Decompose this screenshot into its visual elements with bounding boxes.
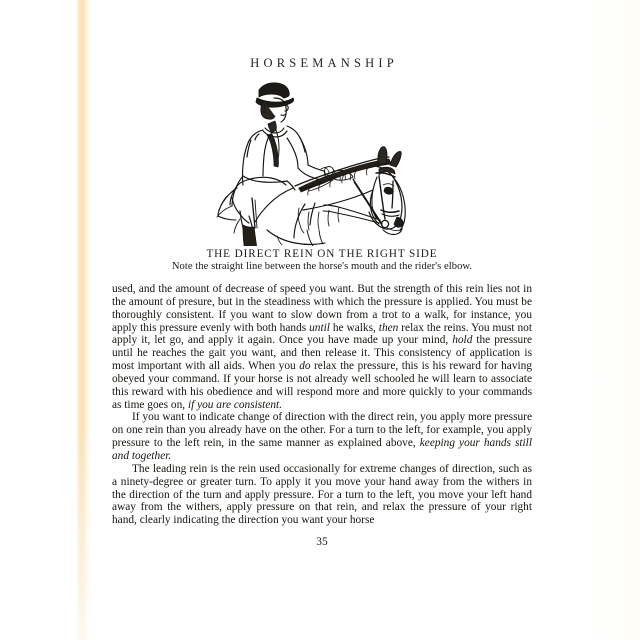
emphasis-text: if you are consistent.: [187, 398, 283, 411]
page-right-edge-tint: [588, 0, 640, 640]
emphasis-text: keeping your hands still and together.: [112, 437, 532, 462]
rider-on-horse-illustration: [207, 78, 437, 246]
page-gutter-fade: [76, 430, 90, 640]
running-head: HORSEMANSHIP: [250, 56, 398, 70]
figure-caption-subtitle: Note the straight line between the horse's mouth and the rider's elbow.: [171, 261, 473, 272]
emphasis-text: do: [299, 360, 311, 373]
body-text: [112, 283, 532, 527]
body-run: relax the pressure, this is his reward for having obeyed your command. If your horse is not already well schooled he will learn to associate this reward with his obedience and will respond more and more quickly to your commands as time goes on,: [112, 360, 532, 411]
body-run: relax the reins. You must not apply it, let go, and apply it again. Once you have made up your mind,: [112, 321, 533, 347]
body-run: used, and the amount of decrease of speed you want. But the strength of this rein lies not in the amount of presure, but in the steadiness with which the pressure is applied. You must be thoroughly consistent. If you want to slow down from a trot to a walk, for instance, you apply this pressure evenly with both hands: [112, 283, 532, 334]
body-paragraph: [112, 411, 532, 462]
body-paragraph: [112, 463, 532, 527]
emphasis-text: hold: [452, 334, 473, 347]
emphasis-text: until: [309, 321, 330, 334]
body-run: the pressure until he reaches the gait you want, and then release it. This consistency of application is most important with all aids. When you: [112, 334, 533, 373]
figure-caption: [112, 248, 532, 272]
figure-illustration: [112, 78, 532, 246]
page-content: [112, 0, 532, 640]
body-paragraph: [112, 283, 532, 411]
figure-caption-title: THE DIRECT REIN ON THE RIGHT SIDE: [206, 248, 438, 260]
emphasis-text: then: [378, 321, 399, 334]
body-run: If you want to indicate change of direction with the direct rein, you apply more pressure on one rein than you already have on the other. For a turn to the left, for example, you apply pressure to the left rein, in the same manner as explained above,: [112, 411, 532, 450]
body-run: The leading rein is the rein used occasionally for extreme changes of direction, such as a ninety-degree or greater turn. To apply it you move your hand away from the withers in the direction of the turn and apply pressure. For a turn to the left, you move your left hand away from the withers, apply pressure on that rein, and relax the pressure of your right hand, clearly indicating the direction you want your horse: [112, 462, 532, 527]
body-run: he walks,: [329, 321, 379, 334]
page-number: 35: [316, 536, 328, 549]
